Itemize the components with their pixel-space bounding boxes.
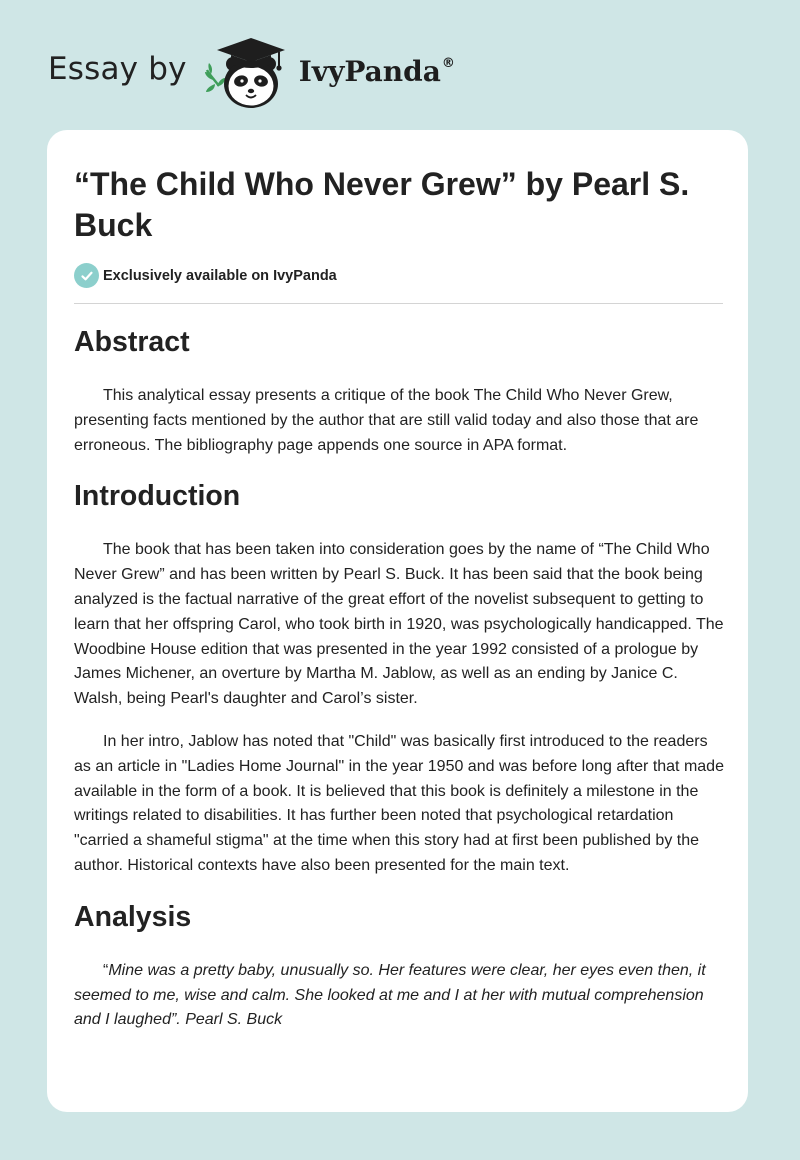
essay-body <box>74 322 726 1033</box>
essay-title: “The Child Who Never Grew” by Pearl S. Buck <box>74 166 690 243</box>
ivypanda-logo-text: IvyPanda® <box>298 54 455 88</box>
exclusive-badge-text: Exclusively available on IvyPanda <box>103 267 337 284</box>
registered-mark: ® <box>441 55 455 71</box>
section-heading-analysis: Analysis <box>74 900 192 933</box>
section-heading-introduction: Introduction <box>74 480 241 513</box>
introduction-paragraph-1: The book that has been taken into consideration goes by the name of “The Child Who Never Grew” and has been written by Pearl S. Buck. It has been said that the book being analyzed is the factual narrative of the great effort of the novelist subsequent to getting to learn that her offspring Carol, who took birth in 1920, was psychologically handicapped. The Woodbine House edition that was presented in the year 1992 consisted of a prologue by James Michener, an overture by Martha M. Jablow, as well as an ending by Janice C. Walsh, being Pearl's daughter and Carol’s sister. <box>74 541 724 708</box>
analysis-quote <box>74 959 726 1033</box>
abstract-paragraph: This analytical essay presents a critique of the book The Child Who Never Grew, presenting facts mentioned by the author that are still valid today and also those that are erroneous. The bibliography page appends one source in APA format. <box>74 387 699 454</box>
essay-card <box>47 130 748 1112</box>
check-circle-icon <box>74 263 99 288</box>
essay-by-label: Essay by <box>48 51 187 87</box>
panda-graduation-cap-icon <box>199 34 295 114</box>
exclusive-badge <box>74 263 337 288</box>
quote-open-mark: “ <box>103 961 109 979</box>
section-heading-abstract: Abstract <box>74 326 190 358</box>
title-divider <box>74 303 723 304</box>
analysis-quote-text: Mine was a pretty baby, unusually so. Her features were clear, her eyes even then, it seemed to me, wise and calm. She looked at me and I at her with mutual comprehension and I laughed”. Pearl S. Buck <box>74 961 706 1029</box>
introduction-paragraph-2: In her intro, Jablow has noted that "Child" was basically first introduced to the readers as an article in "Ladies Home Journal" in the year 1950 and was before long after that made available in the form of a book. It is believed that this book is definitely a milestone in the writings related to disabilities. It has further been noted that psychological retardation "carried a shameful stigma" at the time when this story had at first been published by the author. Historical contexts have also been presented for the main text. <box>74 732 724 874</box>
site-header <box>48 34 455 114</box>
